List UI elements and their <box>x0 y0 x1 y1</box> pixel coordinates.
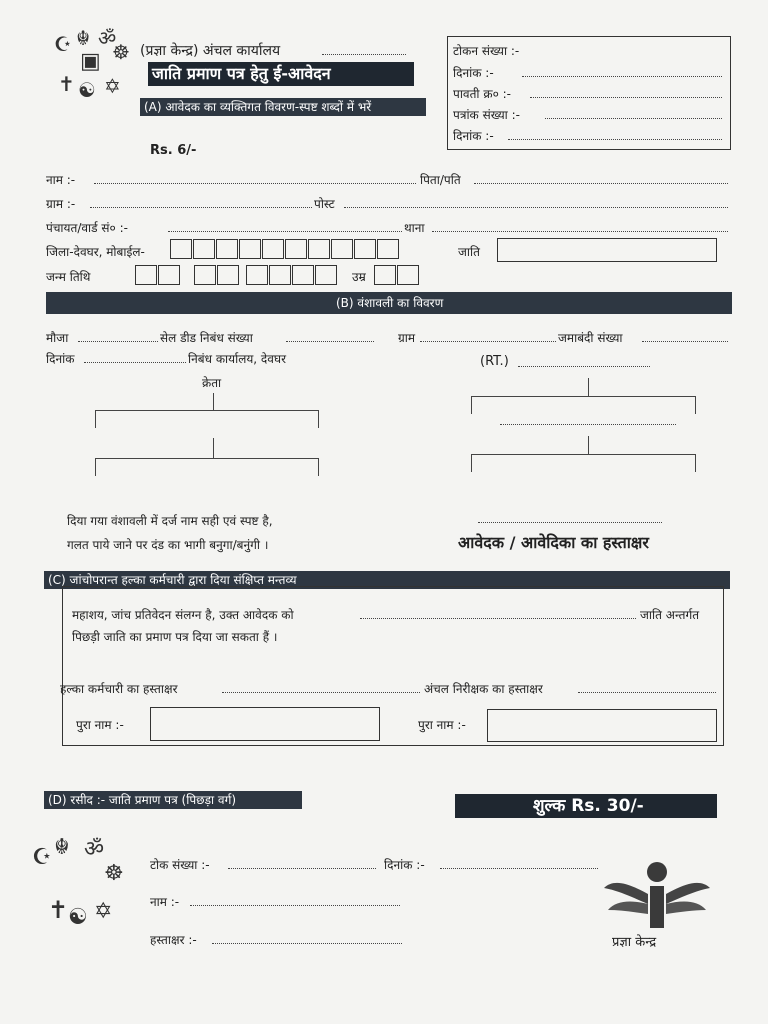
logo-text: प्रज्ञा केन्द्र <box>612 935 657 950</box>
tree-right-h2 <box>471 454 696 455</box>
d-name-label: नाम :- <box>150 895 180 909</box>
full-name2-input[interactable] <box>487 709 717 742</box>
section-c-title: (C) जांचोपरान्त हल्का कर्मचारी द्वारा दिया संक्षिप्त मन्तव्य <box>44 571 730 589</box>
tree-right-h1 <box>471 396 696 397</box>
b-date-dots[interactable] <box>84 362 186 363</box>
full-name2-label: पुरा नाम :- <box>418 718 466 732</box>
thana-dots[interactable] <box>432 231 728 232</box>
father-label: पिता/पति <box>420 173 461 187</box>
tree-right-r1 <box>695 396 696 414</box>
date1-label: दिनांक :- <box>453 66 494 80</box>
rt-label: (RT.) <box>480 354 509 369</box>
d-name-dots[interactable] <box>190 905 400 906</box>
d-token-dots[interactable] <box>228 868 376 869</box>
tree-left-v1 <box>213 393 214 411</box>
religious-symbols-icon: ☪ ☬ ॐ ☸ ▣ ✝ ☯ ✡ <box>54 26 130 102</box>
section-d-fee-text: शुल्क Rs. 30/- <box>533 796 644 816</box>
office-line: (प्रज्ञा केन्द्र) अंचल कार्यालय <box>140 43 281 59</box>
section-d-title: (D) रसीद :- जाति प्रमाण पत्र (पिछड़ा वर्ग) <box>44 791 302 809</box>
tree-left-l1 <box>95 410 96 428</box>
d-date-label: दिनांक :- <box>384 858 425 872</box>
dob-month-cells[interactable] <box>194 265 240 285</box>
jamabandi-dots[interactable] <box>642 341 728 342</box>
inspector-sign-label: अंचल निरीक्षक का हस्ताक्षर <box>424 682 543 696</box>
receipt-label: पावती क्र० :- <box>453 87 512 101</box>
panchayat-label: पंचायत/वार्ड सं० :- <box>46 221 128 235</box>
applicant-signature-label: आवेदक / आवेदिका का हस्ताक्षर <box>458 533 649 552</box>
post-label: पोस्ट <box>314 197 335 211</box>
panchayat-dots[interactable] <box>168 231 402 232</box>
d-token-label: टोक संख्या :- <box>150 858 210 872</box>
office-dots <box>322 54 406 55</box>
religious-symbols-icon-bottom: ☪ ☬ ॐ ☸ ✝ ☯ ✡ <box>32 835 124 930</box>
full-name1-label: पुरा नाम :- <box>76 718 124 732</box>
caste-label: जाति <box>458 245 480 259</box>
tree-right-v2 <box>588 436 589 454</box>
tree-left-h2 <box>95 458 319 459</box>
registry-label: निबंध कार्यालय, देवघर <box>188 352 286 366</box>
tree-right-r2 <box>695 454 696 472</box>
pragya-kendra-logo-icon <box>600 854 714 934</box>
thana-label: थाना <box>404 221 425 235</box>
date2-dots[interactable] <box>508 139 722 140</box>
jamabandi-label: जमाबंदी संख्या <box>558 331 623 345</box>
letter-no-dots[interactable] <box>545 118 722 119</box>
c-line1-a: महाशय, जांच प्रतिवेदन संलग्न है, उक्त आवेदक को <box>72 608 294 622</box>
fee-label: Rs. 6/- <box>150 143 197 158</box>
dob-day-cells[interactable] <box>135 265 181 285</box>
sale-deed-dots[interactable] <box>286 341 374 342</box>
c-line1-b: जाति अन्तर्गत <box>640 608 700 622</box>
halka-sign-label: हल्का कर्मचारी का हस्ताक्षर <box>60 682 178 696</box>
d-date-dots[interactable] <box>440 868 598 869</box>
rt-dots[interactable] <box>518 366 650 367</box>
mauja-dots[interactable] <box>78 341 158 342</box>
father-dots[interactable] <box>474 183 728 184</box>
form-title: जाति प्रमाण पत्र हेतु ई-आवेदन <box>148 62 414 86</box>
gram-label: ग्राम <box>398 331 416 345</box>
age-cells[interactable] <box>374 265 420 285</box>
age-label: उम्र <box>352 270 366 284</box>
tree-left-h1 <box>95 410 319 411</box>
tree-right-l1 <box>471 396 472 414</box>
tree-left-r2 <box>318 458 319 476</box>
d-signature-label: हस्ताक्षर :- <box>150 933 197 947</box>
inspector-sign-dots[interactable] <box>578 692 716 693</box>
full-name1-input[interactable] <box>150 707 380 741</box>
tree-right-v1 <box>588 378 589 396</box>
name-dots[interactable] <box>94 183 416 184</box>
date1-dots[interactable] <box>522 76 722 77</box>
post-dots[interactable] <box>344 207 728 208</box>
section-b-title <box>46 292 732 314</box>
tree-left-v2 <box>213 438 214 458</box>
tree-left-l2 <box>95 458 96 476</box>
tree-right-dots[interactable] <box>500 424 676 425</box>
tree-left-r1 <box>318 410 319 428</box>
c-line1-dots[interactable] <box>360 618 636 619</box>
receipt-dots[interactable] <box>530 97 722 98</box>
section-a-title: (A) आवेदक का व्यक्तिगत विवरण-स्पष्ट शब्दों में भरें <box>140 98 426 116</box>
dob-year-cells[interactable] <box>246 265 338 285</box>
mauja-label: मौजा <box>46 331 69 345</box>
c-line2: पिछड़ी जाति का प्रमाण पत्र दिया जा सकता हैं । <box>72 630 278 644</box>
caste-input[interactable] <box>497 238 717 262</box>
buyer-label: क्रेता <box>202 376 222 390</box>
gram-dots[interactable] <box>420 341 556 342</box>
name-label: नाम :- <box>46 173 76 187</box>
dob-label: जन्म तिथि <box>46 270 91 284</box>
section-d-fee <box>455 794 717 818</box>
d-signature-dots[interactable] <box>212 943 402 944</box>
tree-right-l2 <box>471 454 472 472</box>
signature-dots[interactable] <box>478 522 662 523</box>
village-label: ग्राम :- <box>46 197 76 211</box>
b-date-label: दिनांक <box>46 352 75 366</box>
declaration-line1: दिया गया वंशावली में दर्ज नाम सही एवं स्पष्ट है, <box>67 514 273 528</box>
district-mobile-label: जिला-देवघर, मोबाईल- <box>46 245 145 259</box>
village-dots[interactable] <box>90 207 312 208</box>
mobile-cells[interactable] <box>170 239 400 259</box>
section-b-title-text: (B) वंशावली का विवरण <box>336 296 444 310</box>
sale-deed-label: सेल डीड निबंध संख्या <box>160 331 253 345</box>
date2-label: दिनांक :- <box>453 129 494 143</box>
letter-no-label: पत्रांक संख्या :- <box>453 108 520 122</box>
declaration-line2: गलत पाये जाने पर दंड का भागी बनुगा/बनुंगी । <box>67 538 269 552</box>
halka-sign-dots[interactable] <box>222 692 420 693</box>
token-label: टोकन संख्या :- <box>453 44 520 58</box>
